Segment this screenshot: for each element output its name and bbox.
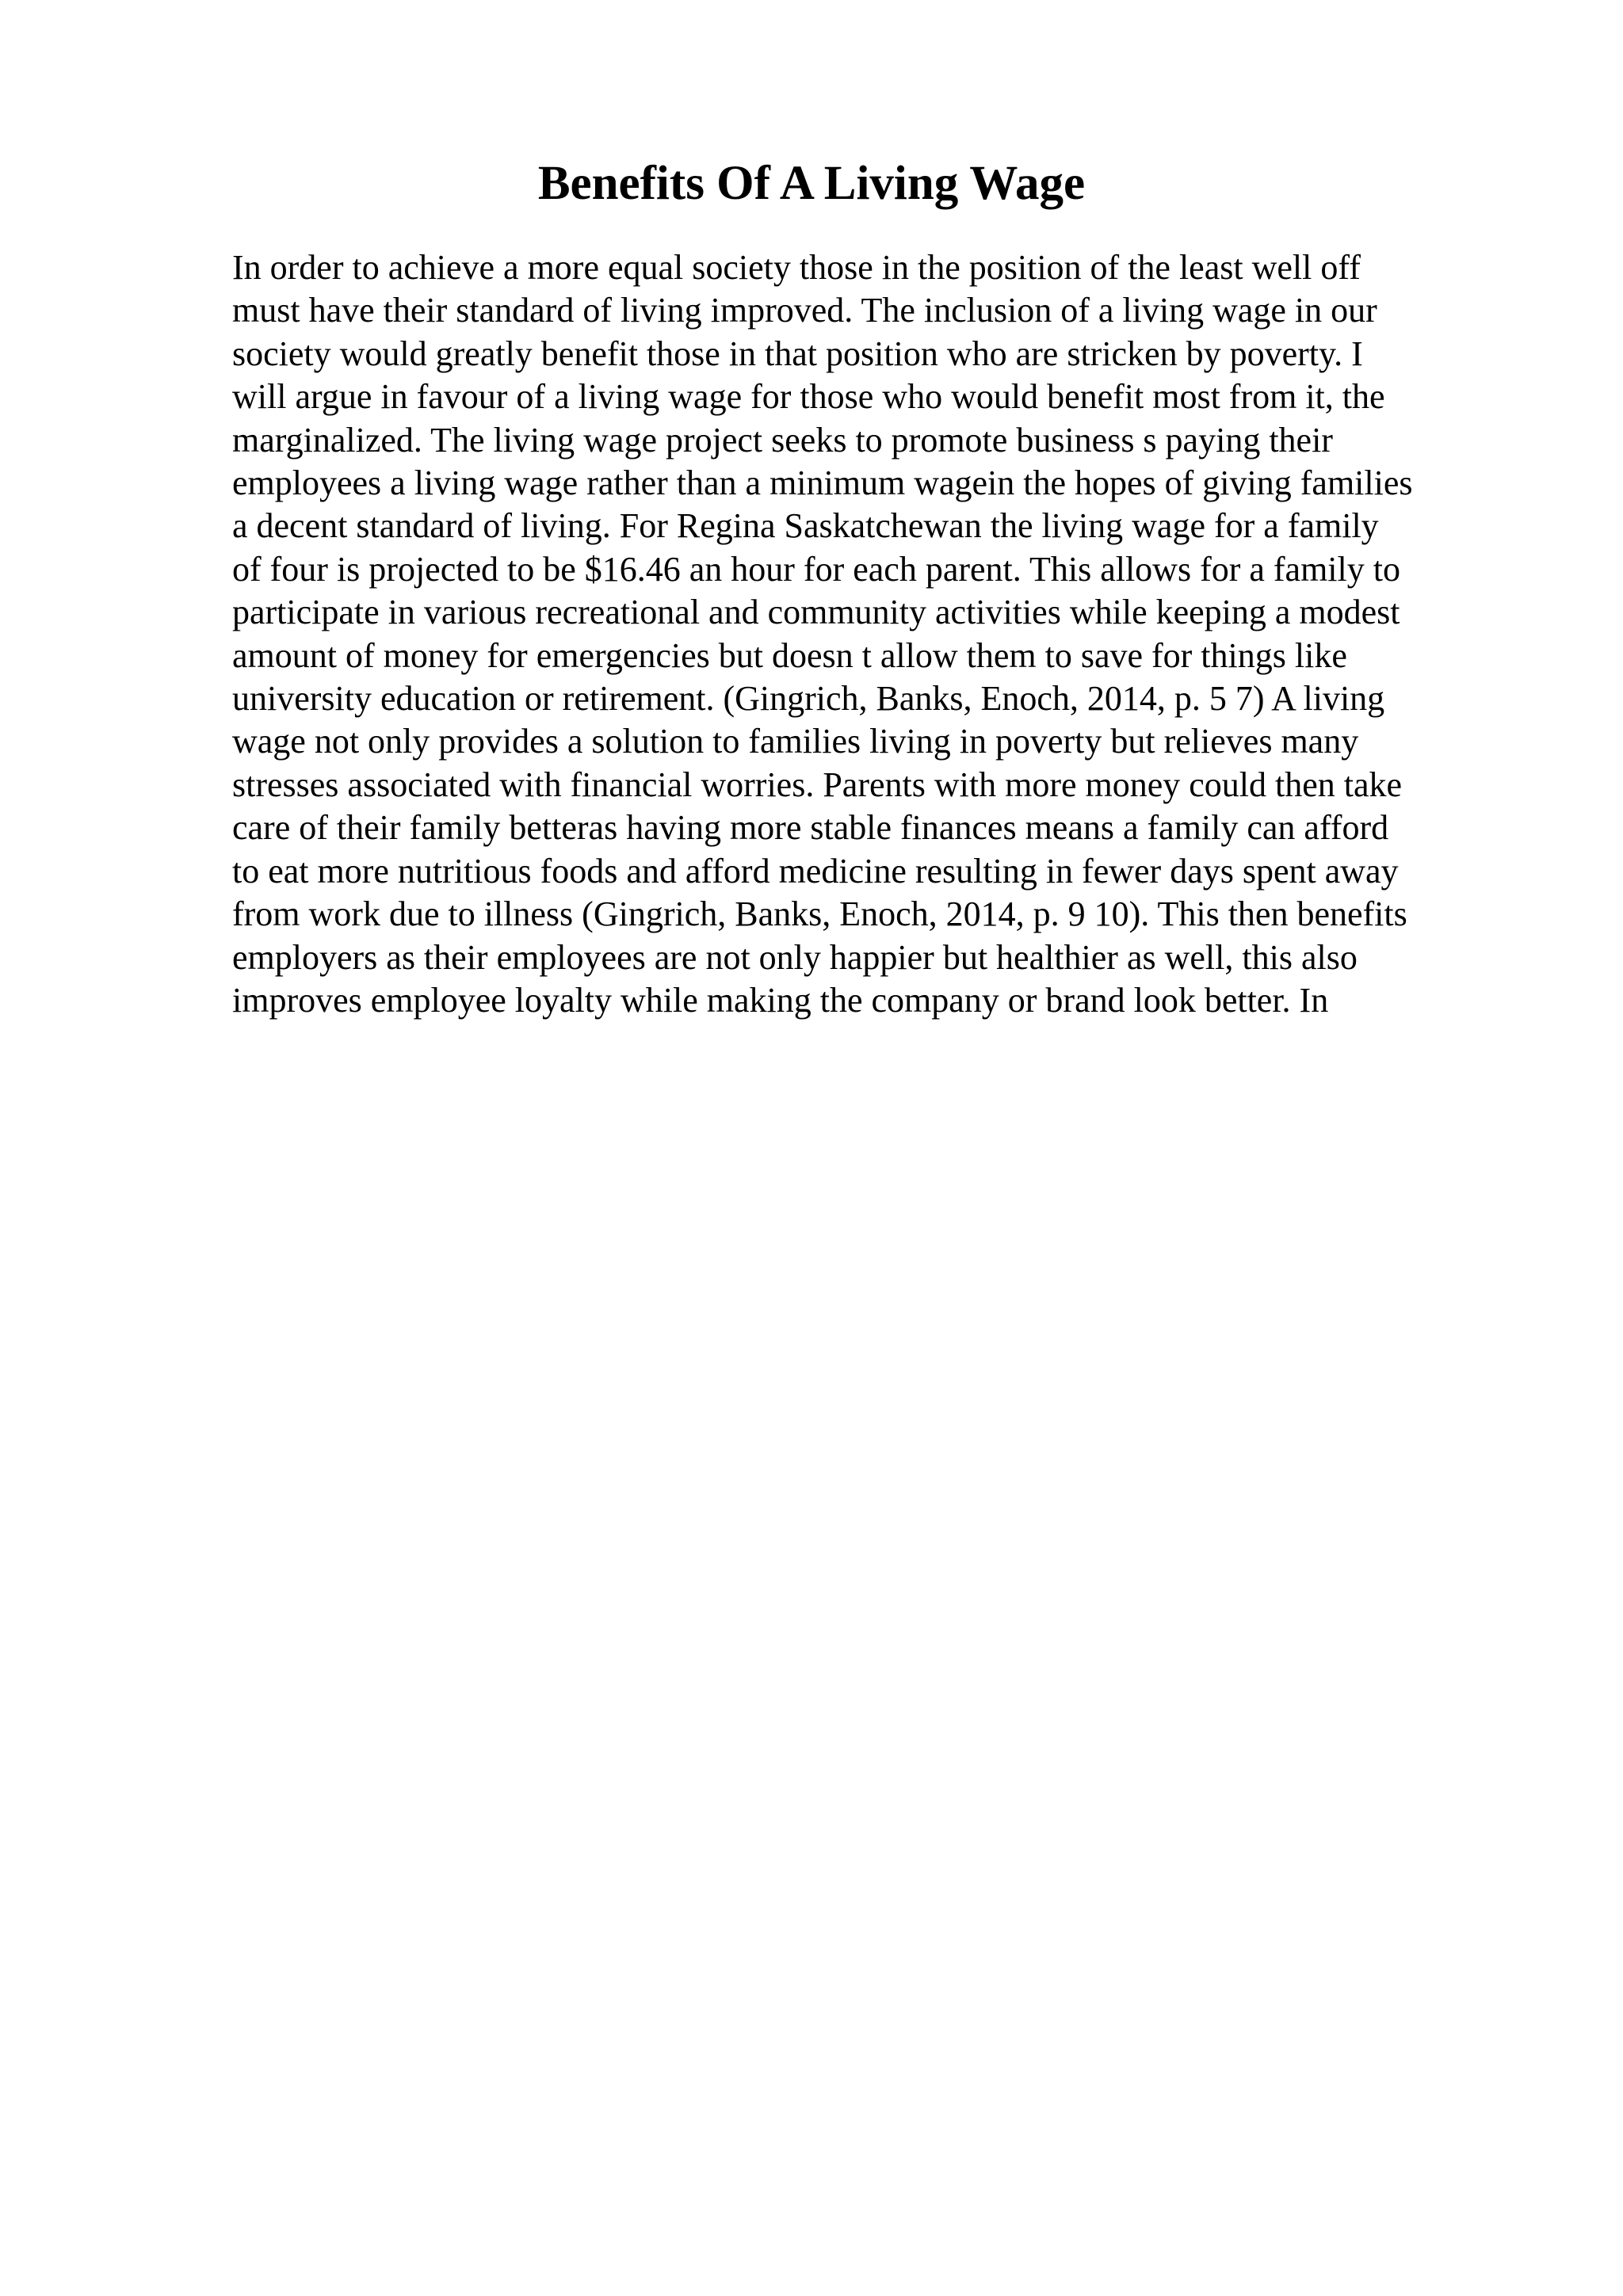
body-line: of four is projected to be $16.46 an hour for each parent. This allows for a family to	[232, 549, 1400, 589]
body-line: In order to achieve a more equal society those in the position of the least well off	[232, 248, 1361, 287]
body-line: improves employee loyalty while making the company or brand look better. In	[232, 980, 1329, 1020]
body-line: university education or retirement. (Gingrich, Banks, Enoch, 2014, p. 5 7) A living	[232, 679, 1385, 719]
body-line: care of their family betteras having more stable finances means a family can afford	[232, 808, 1389, 848]
body-line: marginalized. The living wage project seeks to promote business s paying their	[232, 420, 1333, 460]
document-title: Benefits Of A Living Wage	[537, 157, 1086, 210]
body-line: stresses associated with financial worries. Parents with more money could then take	[232, 765, 1403, 804]
body-line: wage not only provides a solution to families living in poverty but relieves many	[232, 722, 1359, 761]
body-line: employees a living wage rather than a minimum wagein the hopes of giving families	[232, 463, 1413, 503]
body-line: employers as their employees are not only happier but healthier as well, this also	[232, 937, 1358, 977]
body-line: from work due to illness (Gingrich, Banks, Enoch, 2014, p. 9 10). This then benefits	[232, 894, 1407, 934]
body-line: will argue in favour of a living wage for those who would benefit most from it, the	[232, 377, 1385, 417]
document-body	[232, 246, 1532, 1022]
body-line: to eat more nutritious foods and afford medicine resulting in fewer days spent away	[232, 851, 1399, 891]
body-line: a decent standard of living. For Regina Saskatchewan the living wage for a family	[232, 506, 1379, 546]
body-line: society would greatly benefit those in that position who are stricken by poverty. I	[232, 334, 1363, 373]
body-line: must have their standard of living improved. The inclusion of a living wage in our	[232, 291, 1377, 330]
body-line: participate in various recreational and community activities while keeping a modest	[232, 593, 1400, 632]
body-line: amount of money for emergencies but doesn t allow them to save for things like	[232, 635, 1347, 675]
